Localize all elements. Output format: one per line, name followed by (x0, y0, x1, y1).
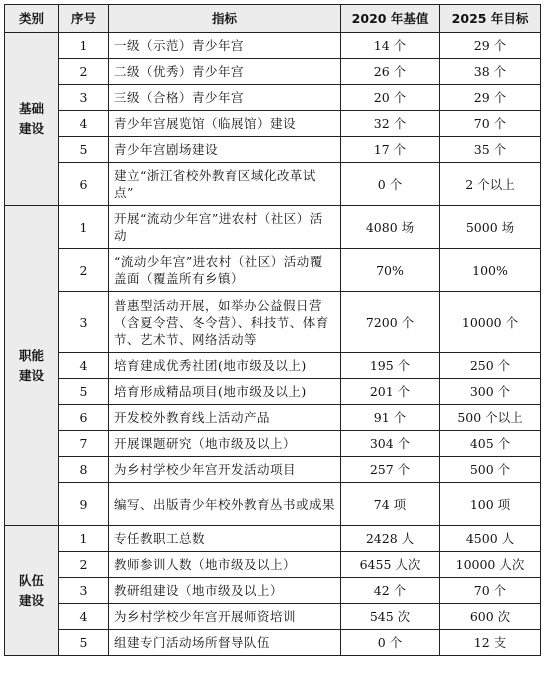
table-row (5, 552, 541, 578)
indicator-cell: 培育形成精品项目(地市级及以上) (109, 379, 341, 405)
table-row (5, 33, 541, 59)
number-cell: 3 (59, 292, 109, 353)
indicator-cell: 编写、出版青少年校外教育丛书或成果 (109, 483, 341, 526)
header-number: 序号 (59, 5, 109, 33)
number-cell: 4 (59, 353, 109, 379)
number-cell: 2 (59, 59, 109, 85)
indicator-cell: 专任教职工总数 (109, 526, 341, 552)
category-cell: 职能 建设 (5, 206, 59, 526)
target-value-cell: 500 个以上 (440, 405, 541, 431)
target-value-cell: 10000 人次 (440, 552, 541, 578)
table-row (5, 111, 541, 137)
table-row (5, 604, 541, 630)
indicator-cell: 组建专门活动场所督导队伍 (109, 630, 341, 656)
base-value-cell: 26 个 (341, 59, 440, 85)
header-target-2025: 2025 年目标 (440, 5, 541, 33)
table-row (5, 59, 541, 85)
target-value-cell: 70 个 (440, 111, 541, 137)
table-row (5, 578, 541, 604)
base-value-cell: 257 个 (341, 457, 440, 483)
target-value-cell: 70 个 (440, 578, 541, 604)
indicator-cell: 教师参训人数（地市级及以上） (109, 552, 341, 578)
indicator-cell: “流动少年宫”进农村（社区）活动覆盖面（覆盖所有乡镇） (109, 249, 341, 292)
target-value-cell: 35 个 (440, 137, 541, 163)
number-cell: 1 (59, 526, 109, 552)
number-cell: 9 (59, 483, 109, 526)
table-row (5, 292, 541, 353)
indicator-cell: 普惠型活动开展，如举办公益假日营（含夏令营、冬令营）、科技节、体育节、艺术节、网络活动等 (109, 292, 341, 353)
base-value-cell: 20 个 (341, 85, 440, 111)
indicator-cell: 青少年宫展览馆（临展馆）建设 (109, 111, 341, 137)
table-row (5, 405, 541, 431)
target-value-cell: 405 个 (440, 431, 541, 457)
base-value-cell: 0 个 (341, 163, 440, 206)
number-cell: 5 (59, 379, 109, 405)
table-row (5, 431, 541, 457)
target-value-cell: 2 个以上 (440, 163, 541, 206)
table-row (5, 353, 541, 379)
target-value-cell: 5000 场 (440, 206, 541, 249)
indicator-cell: 为乡村学校少年宫开展师资培训 (109, 604, 341, 630)
indicator-cell: 建立“浙江省校外教育区域化改革试点” (109, 163, 341, 206)
header-category: 类别 (5, 5, 59, 33)
indicator-table (4, 4, 541, 656)
base-value-cell: 0 个 (341, 630, 440, 656)
indicator-cell: 二级（优秀）青少年宫 (109, 59, 341, 85)
target-value-cell: 250 个 (440, 353, 541, 379)
indicator-cell: 三级（合格）青少年宫 (109, 85, 341, 111)
target-value-cell: 29 个 (440, 33, 541, 59)
table-row (5, 137, 541, 163)
number-cell: 8 (59, 457, 109, 483)
base-value-cell: 42 个 (341, 578, 440, 604)
number-cell: 4 (59, 604, 109, 630)
target-value-cell: 300 个 (440, 379, 541, 405)
indicator-cell: 开展课题研究（地市级及以上） (109, 431, 341, 457)
base-value-cell: 70% (341, 249, 440, 292)
base-value-cell: 91 个 (341, 405, 440, 431)
target-value-cell: 4500 人 (440, 526, 541, 552)
target-value-cell: 29 个 (440, 85, 541, 111)
base-value-cell: 6455 人次 (341, 552, 440, 578)
base-value-cell: 4080 场 (341, 206, 440, 249)
number-cell: 2 (59, 249, 109, 292)
base-value-cell: 545 次 (341, 604, 440, 630)
target-value-cell: 100 项 (440, 483, 541, 526)
table-row (5, 630, 541, 656)
table-row (5, 206, 541, 249)
indicator-cell: 青少年宫剧场建设 (109, 137, 341, 163)
table-row (5, 526, 541, 552)
base-value-cell: 14 个 (341, 33, 440, 59)
base-value-cell: 17 个 (341, 137, 440, 163)
table-row (5, 249, 541, 292)
base-value-cell: 195 个 (341, 353, 440, 379)
target-value-cell: 38 个 (440, 59, 541, 85)
target-value-cell: 600 次 (440, 604, 541, 630)
table-body (5, 33, 541, 656)
target-value-cell: 12 支 (440, 630, 541, 656)
number-cell: 3 (59, 578, 109, 604)
base-value-cell: 32 个 (341, 111, 440, 137)
category-cell: 队伍 建设 (5, 526, 59, 656)
indicator-cell: 培育建成优秀社团(地市级及以上) (109, 353, 341, 379)
indicator-cell: 为乡村学校少年宫开发活动项目 (109, 457, 341, 483)
base-value-cell: 7200 个 (341, 292, 440, 353)
base-value-cell: 304 个 (341, 431, 440, 457)
number-cell: 1 (59, 33, 109, 59)
category-cell: 基础 建设 (5, 33, 59, 206)
header-indicator: 指标 (109, 5, 341, 33)
number-cell: 3 (59, 85, 109, 111)
number-cell: 6 (59, 405, 109, 431)
target-value-cell: 100% (440, 249, 541, 292)
target-value-cell: 500 个 (440, 457, 541, 483)
target-value-cell: 10000 个 (440, 292, 541, 353)
indicator-cell: 开展“流动少年宫”进农村（社区）活动 (109, 206, 341, 249)
table-row (5, 379, 541, 405)
number-cell: 7 (59, 431, 109, 457)
number-cell: 5 (59, 630, 109, 656)
table-row (5, 85, 541, 111)
table-row (5, 483, 541, 526)
indicator-cell: 一级（示范）青少年宫 (109, 33, 341, 59)
base-value-cell: 74 项 (341, 483, 440, 526)
indicator-cell: 开发校外教育线上活动产品 (109, 405, 341, 431)
header-base-2020: 2020 年基值 (341, 5, 440, 33)
table-header (5, 5, 541, 33)
base-value-cell: 201 个 (341, 379, 440, 405)
base-value-cell: 2428 人 (341, 526, 440, 552)
table-row (5, 457, 541, 483)
indicator-cell: 教研组建设（地市级及以上） (109, 578, 341, 604)
number-cell: 1 (59, 206, 109, 249)
number-cell: 4 (59, 111, 109, 137)
number-cell: 5 (59, 137, 109, 163)
number-cell: 2 (59, 552, 109, 578)
table-row (5, 163, 541, 206)
number-cell: 6 (59, 163, 109, 206)
